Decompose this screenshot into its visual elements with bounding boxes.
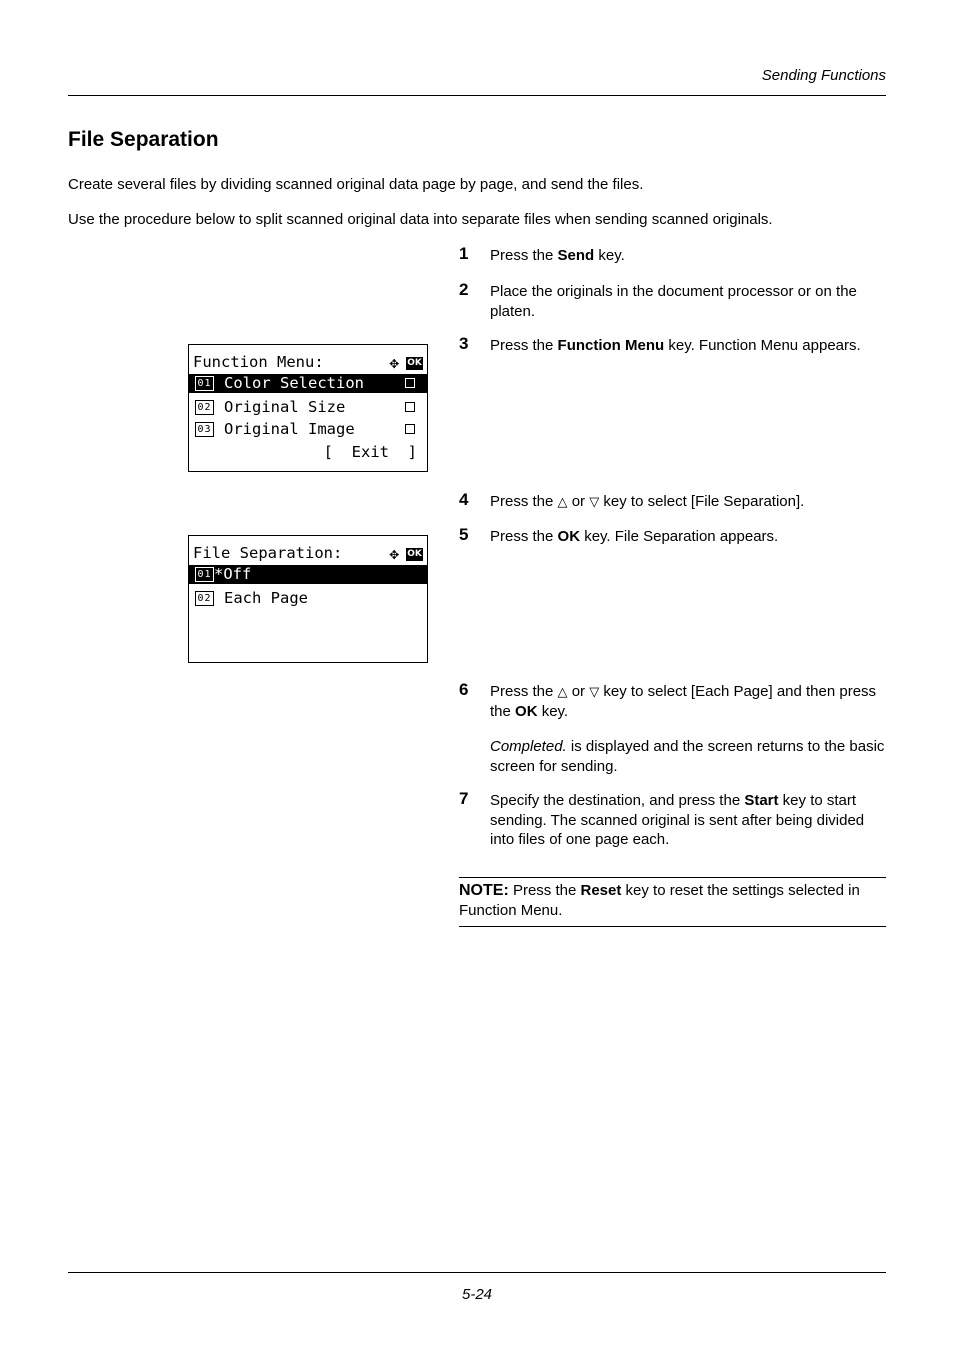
item-number-badge: 02 (195, 591, 214, 606)
note-box: NOTE: Press the Reset key to reset the settings selected in Function Menu. (459, 877, 886, 927)
lcd-header: Function Menu: (193, 353, 324, 371)
lcd-menu-item-original-image[interactable] (189, 420, 427, 439)
item-number-badge: 03 (195, 422, 214, 437)
down-arrow-icon: ▽ (589, 494, 600, 509)
checkbox-icon (405, 378, 415, 388)
header-rule (68, 95, 886, 96)
lcd-file-separation (188, 535, 428, 663)
key-name: Function Menu (557, 337, 665, 354)
ok-icon: OK (407, 549, 422, 559)
section-header: Sending Functions (761, 67, 886, 84)
page-title: File Separation (68, 128, 219, 151)
item-label: Original Size (224, 398, 346, 416)
note-label: NOTE: (459, 882, 509, 899)
step-number: 2 (459, 280, 469, 299)
step-number: 5 (459, 525, 469, 544)
lcd-header: File Separation: (193, 544, 343, 562)
step-text: Place the originals in the document processor or on the platen. (490, 283, 857, 320)
lcd-menu-item-original-size[interactable] (189, 398, 427, 417)
item-label: Color Selection (224, 374, 364, 392)
step-text: Press the △ or ▽ key to select [Each Page] and then press the OK key. (490, 683, 877, 720)
key-name: OK (515, 702, 538, 720)
key-name: OK (557, 528, 581, 545)
ok-icon: OK (407, 358, 422, 368)
lcd-option-each-page[interactable] (189, 589, 427, 608)
lcd-header-row (189, 544, 427, 563)
key-name: Start (744, 792, 779, 809)
step-text: Press the Send key. (490, 247, 625, 264)
lcd-option-off[interactable] (189, 565, 427, 584)
four-way-arrow-icon: ✥ (389, 353, 399, 372)
lcd-header-row (189, 353, 427, 372)
step-number: 7 (459, 789, 469, 808)
step-text: Press the Function Menu key. Function Menu appears. (490, 337, 861, 354)
step-text: Press the OK key. File Separation appears. (490, 528, 779, 545)
key-name: Reset (580, 882, 622, 899)
lcd-exit-row[interactable] (189, 443, 427, 462)
item-label: Original Image (224, 420, 355, 438)
step-number: 6 (459, 680, 469, 699)
page-number: 5-24 (461, 1286, 493, 1303)
lcd-function-menu (188, 344, 428, 472)
step-number: 1 (459, 244, 469, 263)
item-number-badge: 01 (195, 376, 214, 391)
lcd-menu-item-color-selection[interactable] (189, 374, 427, 393)
item-number-badge: 02 (195, 400, 214, 415)
checkbox-icon (405, 402, 415, 412)
four-way-arrow-icon: ✥ (389, 544, 399, 563)
down-arrow-icon: ▽ (589, 684, 600, 699)
exit-softkey[interactable]: [ Exit ] (323, 443, 417, 461)
step-text: Specify the destination, and press the Start key to start sending. The scanned original is sent after being divided into files of one page each. (490, 792, 865, 848)
item-label: Each Page (224, 589, 308, 607)
key-name: Send (557, 247, 595, 264)
item-label: *Off (214, 565, 252, 583)
step-text: Press the △ or ▽ key to select [File Separation]. (490, 493, 805, 510)
intro-paragraph-1: Create several files by dividing scanned original data page by page, and send the files. (68, 176, 644, 193)
step-number: 3 (459, 334, 469, 353)
footer-rule (68, 1272, 886, 1273)
step-result-text: Completed. is displayed and the screen returns to the basic screen for sending. (490, 738, 885, 775)
step-number: 4 (459, 490, 469, 509)
checkbox-icon (405, 424, 415, 434)
up-arrow-icon: △ (557, 684, 568, 699)
item-number-badge: 01 (195, 567, 214, 582)
intro-paragraph-2: Use the procedure below to split scanned original data into separate files when sending scanned originals. (68, 211, 773, 228)
up-arrow-icon: △ (557, 494, 568, 509)
